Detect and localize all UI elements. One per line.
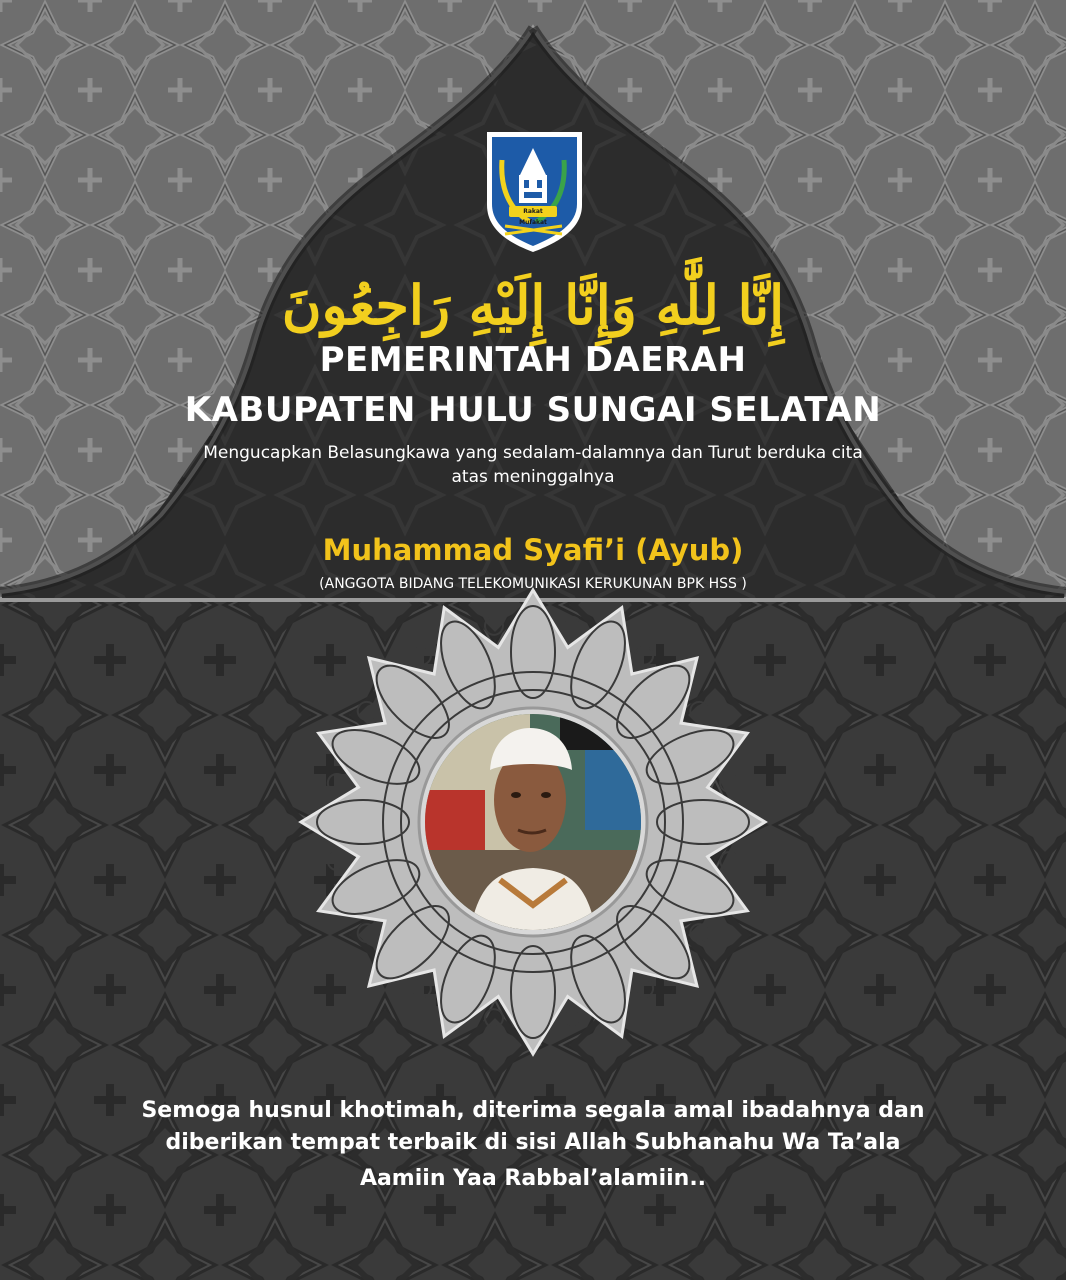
deceased-position: (ANGGOTA BIDANG TELEKOMUNIKASI KERUKUNAN BPK HSS ) [319,576,747,592]
deceased-name: Muhammad Syafi’i (Ayub) [322,533,744,567]
title-line-2: KABUPATEN HULU SUNGAI SELATAN [184,390,882,430]
condolence-line-1: Mengucapkan Belasungkawa yang sedalam-dalamnya dan Turut berduka cita [203,443,863,463]
title-line-1: PEMERINTAH DAERAH [319,340,747,380]
condolence-line-2: atas meninggalnya [451,467,615,487]
arabic-phrase: إِنَّا لِلَّٰهِ وَإِنَّا إِلَيْهِ رَاجِعُونَ [281,273,785,337]
prayer-line-1: Semoga husnul khotimah, diterima segala amal ibadahnya dan [141,1098,925,1123]
prayer-line-2: diberikan tempat terbaik di sisi Allah Subhanahu Wa Ta’ala [165,1130,901,1155]
emblem-motto: Rakat Mufakat [519,208,547,226]
prayer-line-3: Aamiin Yaa Rabbal’alamiin.. [359,1166,707,1191]
